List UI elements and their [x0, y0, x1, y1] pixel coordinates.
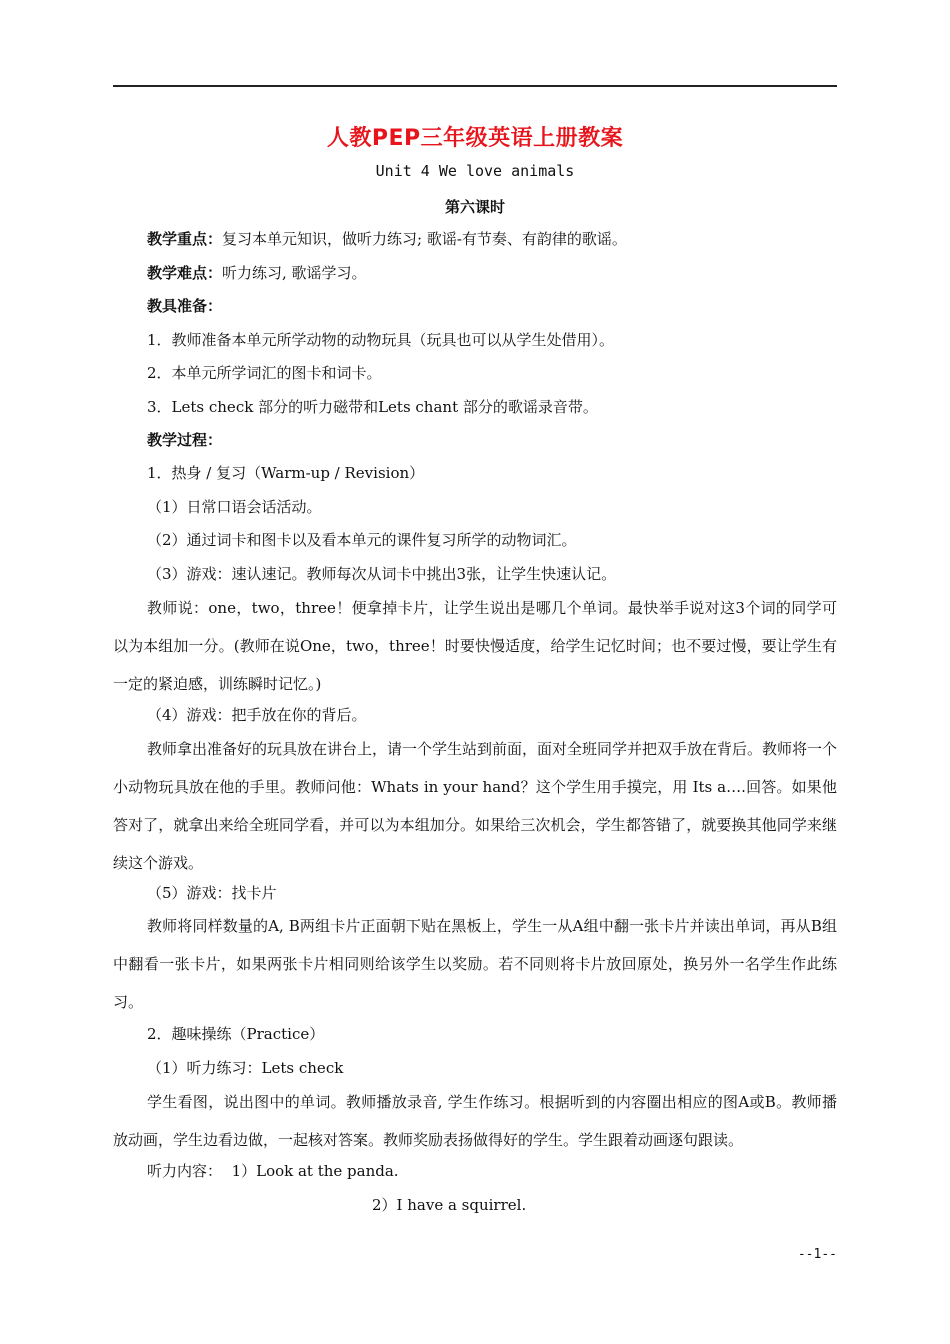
- lesson-number: 第六课时: [444, 198, 505, 216]
- materials-item: 2．本单元所学词汇的图卡和词卡。: [147, 364, 382, 382]
- listening-line: 1）Look at the panda.: [231, 1162, 399, 1180]
- paragraph: 教师拿出准备好的玩具放在讲台上，请一个学生站到前面，面对全班同学并把双手放在背后。教师将一个小动物玩具放在他的手里。教师问他：Whats in your hand？这个学生用手摸完，用 Its a….回答。如果他答对了，就拿出来给全班同学看，并可以为本组加分。如果给三次机会，学生都答错了，就要换其他同学来继续这个游戏。: [113, 740, 838, 872]
- key-points-text: 复习本单元知识，做听力练习; 歌谣-有节奏、有韵律的歌谣。: [222, 230, 627, 248]
- difficulties: [147, 263, 367, 283]
- step-1-item: （5）游戏：找卡片: [147, 884, 277, 902]
- difficulties-label: 教学难点：: [147, 264, 223, 282]
- key-points: [147, 229, 627, 249]
- difficulties-text: 听力练习, 歌谣学习。: [222, 264, 367, 282]
- materials-item: 1．教师准备本单元所学动物的动物玩具（玩具也可以从学生处借用）。: [147, 331, 615, 349]
- materials-item: 3．Lets check 部分的听力磁带和Lets chant 部分的歌谣录音带。: [147, 398, 598, 416]
- unit-subtitle: Unit 4 We love animals: [375, 162, 575, 180]
- paragraph: 教师说：one，two，three！便拿掉卡片，让学生说出是哪几个单词。最快举手说对这3个词的同学可以为本组加一分。(教师在说One，two，three！时要快慢适度，给学生记忆时间；也不要过慢，要让学生有一定的紧迫感，训练瞬时记忆。): [113, 599, 837, 693]
- step-2-item: （1）听力练习：Lets check: [147, 1059, 344, 1077]
- header-rule: [113, 85, 837, 87]
- document-title: 人教PEP三年级英语上册教案: [326, 126, 624, 151]
- process-heading: 教学过程：: [147, 431, 223, 449]
- listening-label: 听力内容：: [147, 1162, 223, 1180]
- step-1-item: （2）通过词卡和图卡以及看本单元的课件复习所学的动物词汇。: [147, 531, 577, 549]
- step-1-heading: 1．热身 / 复习（Warm-up / Revision）: [147, 464, 425, 482]
- listening-line: 2）I have a squirrel.: [372, 1196, 527, 1214]
- step-1-item: （4）游戏：把手放在你的背后。: [147, 706, 367, 724]
- key-points-label: 教学重点：: [147, 230, 223, 248]
- step-1-item: （1）日常口语会话活动。: [147, 498, 322, 516]
- step-1-item: （3）游戏：速认速记。教师每次从词卡中挑出3张，让学生快速认记。: [147, 565, 617, 583]
- materials-heading: 教具准备：: [147, 297, 223, 315]
- page-number: --1--: [797, 1247, 837, 1262]
- paragraph: 学生看图，说出图中的单词。教师播放录音, 学生作练习。根据听到的内容圈出相应的图A或B。教师播放动画，学生边看边做，一起核对答案。教师奖励表扬做得好的学生。学生跟着动画逐句跟读。: [113, 1093, 837, 1149]
- paragraph: 教师将同样数量的A, B两组卡片正面朝下贴在黑板上，学生一从A组中翻一张卡片并读出单词，再从B组中翻看一张卡片，如果两张卡片相同则给该学生以奖励。若不同则将卡片放回原处，换另外一名学生作此练习。: [113, 917, 837, 1011]
- step-2-heading: 2．趣味操练（Practice）: [147, 1025, 325, 1043]
- listening-content: [147, 1161, 399, 1181]
